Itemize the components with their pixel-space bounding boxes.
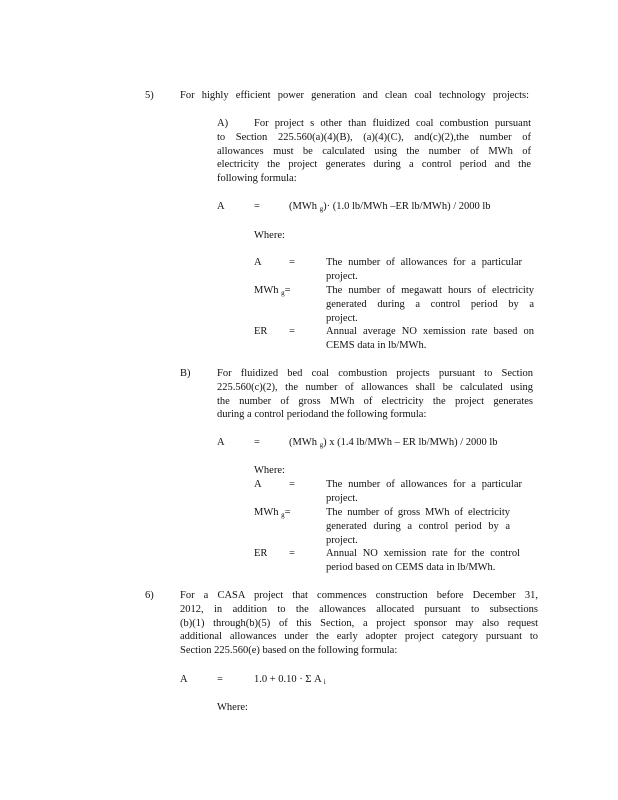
- item-5a-where: Where:: [254, 230, 285, 241]
- document-page: 5) For highly efficient power generation and clean coal technology projects: A) For project s other than fluidized coal combustion pursuant to Section 225.560(a)(4)(B), (a)(4)(C), and(c)(2),the number of allowances must be calculated using the number of MWh of electricity the project generates during a control period and the following formula: A = (MWh $_g$)· (1.0 lb/MWh –ER lb/MWh) / 2000 lb Where: A = The number of allowances for a particular project. MWh $_g$= The number of megawatt hours of electricity generated during a control period by a project. ER = Annual average NO xemission rate based on CEMS data in lb/MWh. B) For fluidized bed coal combustion projects pursuant to Section 225.560(c)(2), the number of allowances shall be calculated using the number of gross MWh of electricity the project generates during a control periodand the following formula: A = (MWh $_g$) x (1.4 lb/MWh – ER lb/MWh) / 2000 lb Where: A = The number of allowances for a particular project. MWh $_g$= The number of gross MWh of electricity generated during a control period by a project. ER = Annual NO xemission rate for the control period based on CEMS data in lb/MWh. 6) For a CASA project that commences construction before December 31, 2012, in addition to the allowances allocated pursuant to subsections (b)(1) through(b)(5) of this Section, a project sponsor may also request additional allowances under the early adopter project category pursuant to Section 225.560(e) based on the following formula: A = 1.0 + 0.10 · Σ A $_i$ Where:: [145, 90, 538, 713]
- item-5b-label: B): [180, 368, 191, 379]
- item-5a-label: A): [217, 118, 229, 129]
- item-6-paragraph: For a CASA project that commences construction before December 31, 2012, in addition to the allowances allocated pursuant to subsections (b)(1) through(b)(5) of this Section, a project sponsor may also request additional allowances under the early adopter project category pursuant to Section 225.560(e) based on the following formula:: [180, 590, 538, 657]
- item-6-number: 6): [145, 590, 154, 601]
- item-6-where: Where:: [217, 702, 248, 713]
- item-5b-paragraph: For fluidized bed coal combustion projects pursuant to Section 225.560(c)(2), the number of allowances shall be calculated using the number of gross MWh of electricity the project generates during a control periodand the following formula:: [217, 368, 533, 421]
- item-5-intro: For highly efficient power generation and clean coal technology projects:: [180, 90, 529, 101]
- item-5a-paragraph: For project s other than fluidized coal combustion pursuant to Section 225.560(a)(4)(B), (a)(4)(C), and(c)(2),the number of allowances must be calculated using the number of MWh of electricity the project generates during a control period and the following formula:: [217, 118, 531, 185]
- item-5-number: 5): [145, 90, 154, 101]
- item-5b-where: Where:: [254, 465, 285, 476]
